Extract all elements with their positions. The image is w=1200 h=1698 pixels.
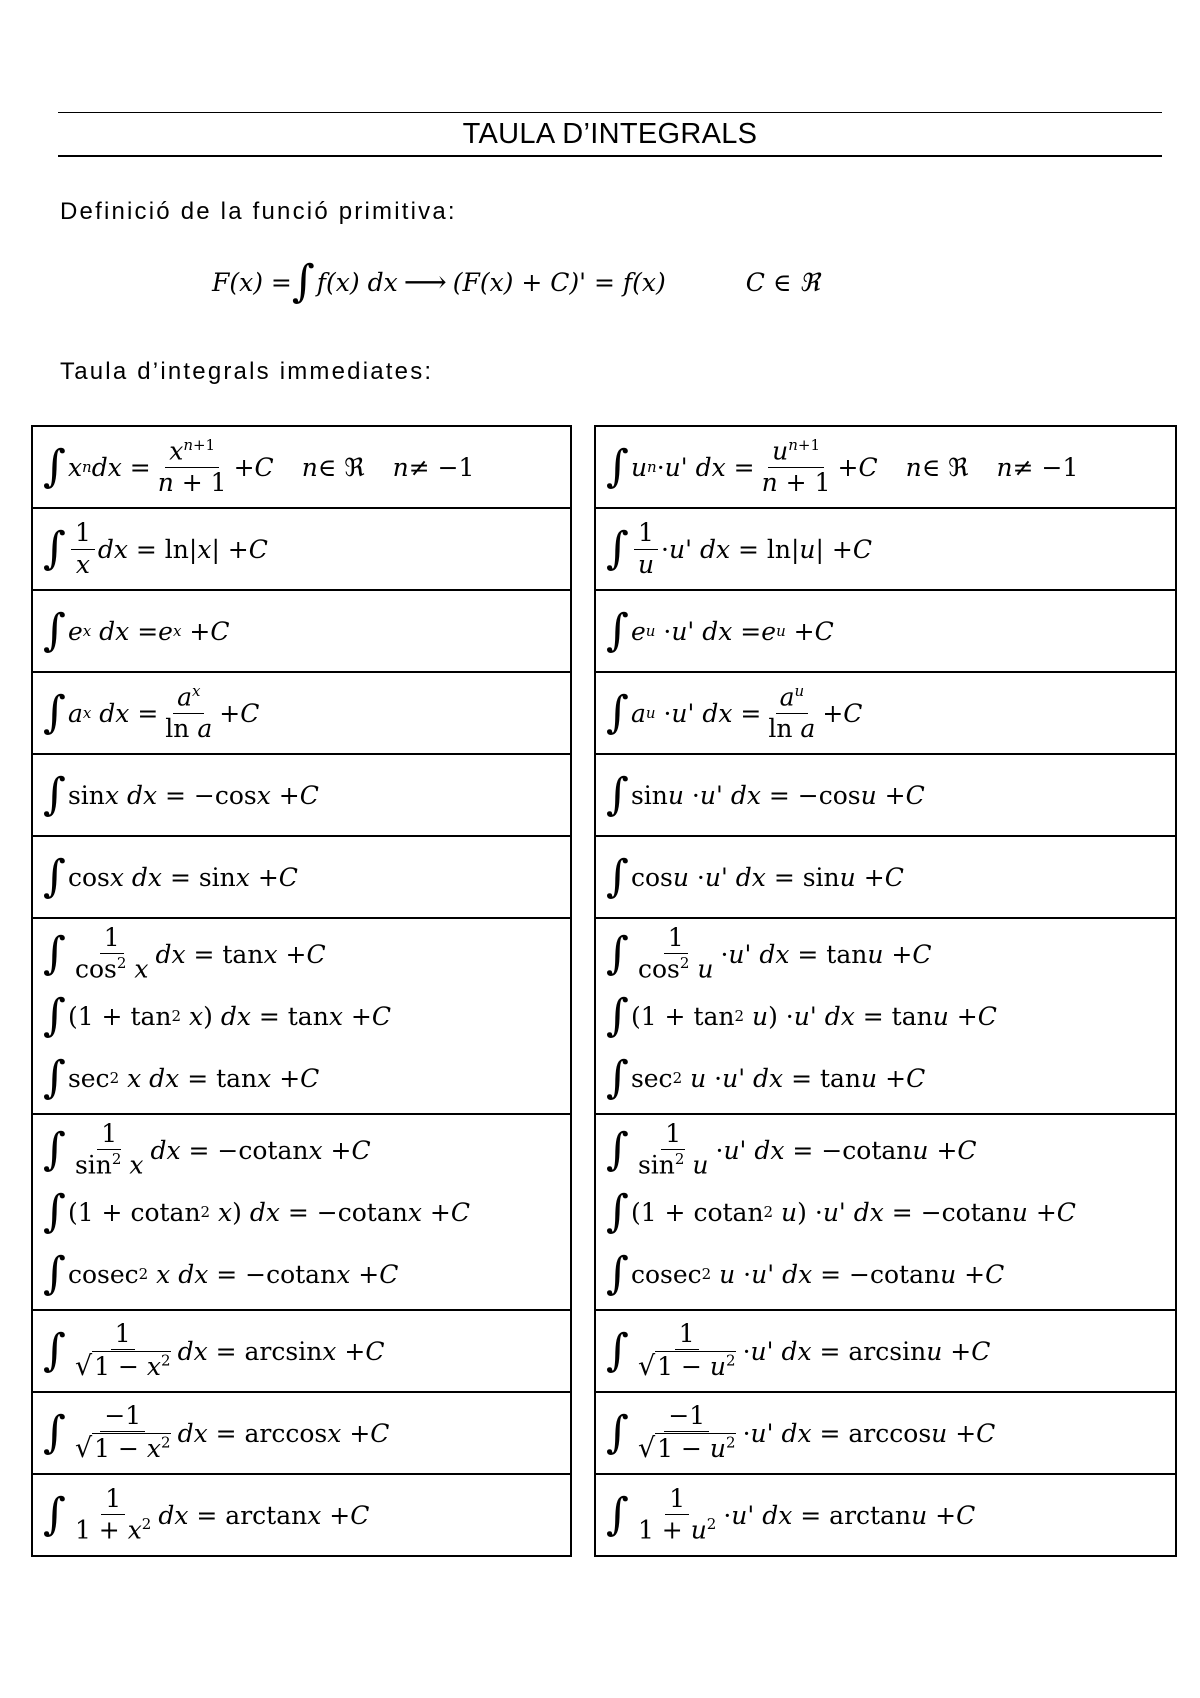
def-integrand: f(x) dx (316, 267, 398, 297)
left-row-11: ∫ (1 + cotan 2 x ) dx = −cotan x + C (43, 1186, 471, 1237)
table-row (595, 754, 1176, 836)
left-row-4: ∫ a x dx = $\frac{a^x}{\text{ln a}}$ + C (43, 681, 260, 743)
left-row-12: ∫ cosec 2 x dx = −cotan x + C (43, 1248, 399, 1299)
right-row-5: ∫ sin u · u ' dx = −cos u + C (606, 769, 925, 820)
left-row-8: ∫ (1 + tan 2 x ) dx = tan x + C (43, 990, 391, 1041)
integral-sign-icon: ∫ (606, 1052, 629, 1103)
table-row (595, 1474, 1176, 1556)
integral-sign-icon: ∫ (606, 1325, 629, 1376)
table-row (595, 508, 1176, 590)
integral-sign-icon: ∫ (43, 605, 66, 656)
integral-sign-icon: ∫ (43, 1489, 66, 1540)
integral-sign-icon: ∫ (43, 441, 66, 492)
right-row-12: ∫ cosec 2 u · u ' dx = −cotan u + C (606, 1248, 1005, 1299)
integral-sign-icon: ∫ (43, 769, 66, 820)
right-row-3: ∫ e u · u ' dx = e u + C (606, 605, 834, 656)
table-label: Taula d’integrals immediates: (60, 358, 434, 385)
table-row (595, 672, 1176, 754)
integral-sign-icon: ∫ (43, 1052, 66, 1103)
integral-sign-icon: ∫ (291, 256, 315, 307)
table-row (595, 1392, 1176, 1474)
integral-sign-icon: ∫ (43, 687, 66, 738)
table-row (595, 1114, 1176, 1310)
integral-sign-icon: ∫ (606, 605, 629, 656)
integral-sign-icon: ∫ (606, 1124, 629, 1175)
right-row-6: ∫ cos u · u ' dx = sin u + C (606, 851, 904, 902)
left-row-6: ∫ cos x dx = sin x + C (43, 851, 298, 902)
table-row (595, 836, 1176, 918)
right-row-8: ∫ (1 + tan 2 u ) · u ' dx = tan u + C (606, 990, 997, 1041)
integral-sign-icon: ∫ (606, 687, 629, 738)
def-lhs: F(x) = (212, 267, 292, 297)
right-row-14: ∫ $\frac{-1}{√1 - u^2}$ · u ' dx = arccos u + C (606, 1400, 996, 1465)
integral-sign-icon: ∫ (43, 1186, 66, 1237)
table-row (595, 426, 1176, 508)
table-row (32, 426, 571, 508)
integrals-table-left (31, 425, 572, 1557)
table-row (32, 508, 571, 590)
left-row-3: ∫ e x dx = e x + C (43, 605, 230, 656)
integrals-table-right (594, 425, 1177, 1557)
def-condition: C ∈ ℜ (745, 267, 820, 297)
left-row-9: ∫ sec 2 x dx = tan x + C (43, 1052, 320, 1103)
left-row-5: ∫ sin x dx = −cos x + C (43, 769, 319, 820)
integral-sign-icon: ∫ (606, 523, 629, 574)
left-row-1: ∫ x n dx = $\frac{x^{n+1}}{n + 1}$ + C n ∈ ℜ n ≠ −1 (43, 435, 475, 497)
table-row (32, 672, 571, 754)
left-row-15: ∫ $\frac{1}{1 + x^2}$ dx = arctan x + C (43, 1483, 370, 1545)
integral-sign-icon: ∫ (606, 1489, 629, 1540)
def-rhs: (F(x) + C)' = f(x) (452, 267, 666, 297)
integral-sign-icon: ∫ (43, 1407, 66, 1458)
integral-sign-icon: ∫ (606, 1407, 629, 1458)
right-row-13: ∫ $\frac{1}{√1 - u^2}$ · u ' dx = arcsin u + C (606, 1318, 991, 1383)
table-row (32, 836, 571, 918)
right-row-2: ∫ $\frac{1}{u}$ · u ' dx = ln| u | + C (606, 517, 872, 579)
table-row (32, 1310, 571, 1392)
right-row-10: ∫ $\frac{1}{\sin^2 u}$ · u ' dx = −cotan u + C (606, 1118, 977, 1180)
right-row-7: ∫ $\frac{1}{\cos^2 u}$ · u ' dx = tan u + C (606, 922, 932, 984)
integral-sign-icon: ∫ (606, 1248, 629, 1299)
right-row-15: ∫ $\frac{1}{1 + u^2}$ · u ' dx = arctan u + C (606, 1483, 976, 1545)
table-row (32, 1474, 571, 1556)
right-row-11: ∫ (1 + cotan 2 u ) · u ' dx = −cotan u + C (606, 1186, 1076, 1237)
table-row (595, 918, 1176, 1114)
integral-sign-icon: ∫ (43, 1248, 66, 1299)
table-row (32, 1392, 571, 1474)
integral-sign-icon: ∫ (43, 1325, 66, 1376)
table-row (595, 1310, 1176, 1392)
integral-sign-icon: ∫ (606, 769, 629, 820)
top-rule (58, 112, 1162, 113)
def-arrow: ⟶ (403, 264, 447, 300)
integral-sign-icon: ∫ (606, 441, 629, 492)
integral-sign-icon: ∫ (606, 1186, 629, 1237)
left-row-14: ∫ $\frac{-1}{√1 - x^2}$ dx = arccos x + C (43, 1400, 390, 1465)
integral-sign-icon: ∫ (43, 928, 66, 979)
integral-sign-icon: ∫ (43, 990, 66, 1041)
table-row (32, 754, 571, 836)
left-row-13: ∫ $\frac{1}{√1 - x^2}$ dx = arcsin x + C (43, 1318, 385, 1383)
integral-sign-icon: ∫ (606, 851, 629, 902)
page-title: TAULA D’INTEGRALS (462, 118, 758, 150)
integral-sign-icon: ∫ (43, 1124, 66, 1175)
integral-sign-icon: ∫ (606, 928, 629, 979)
left-row-2: ∫ $\frac{1}{x}$ dx = ln| x | + C (43, 517, 268, 579)
right-row-4: ∫ a u · u ' dx = $\frac{a^u}{\text{ln a}}$ + C (606, 681, 863, 743)
table-row (32, 590, 571, 672)
left-row-7: ∫ $\frac{1}{\cos^2 x}$ dx = tan x + C (43, 922, 326, 984)
right-row-1: ∫ u n · u ' dx = $\frac{u^{n+1}}{n + 1}$ + C n ∈ ℜ n ≠ −1 (606, 435, 1079, 497)
table-row (32, 1114, 571, 1310)
title-underline (58, 155, 1162, 157)
integral-sign-icon: ∫ (606, 990, 629, 1041)
right-row-9: ∫ sec 2 u · u ' dx = tan u + C (606, 1052, 926, 1103)
definition-label: Definició de la funció primitiva: (60, 198, 457, 225)
table-row (595, 590, 1176, 672)
integral-sign-icon: ∫ (43, 851, 66, 902)
left-row-10: ∫ $\frac{1}{\sin^2 x}$ dx = −cotan x + C (43, 1118, 371, 1180)
table-row (32, 918, 571, 1114)
integral-sign-icon: ∫ (43, 523, 66, 574)
